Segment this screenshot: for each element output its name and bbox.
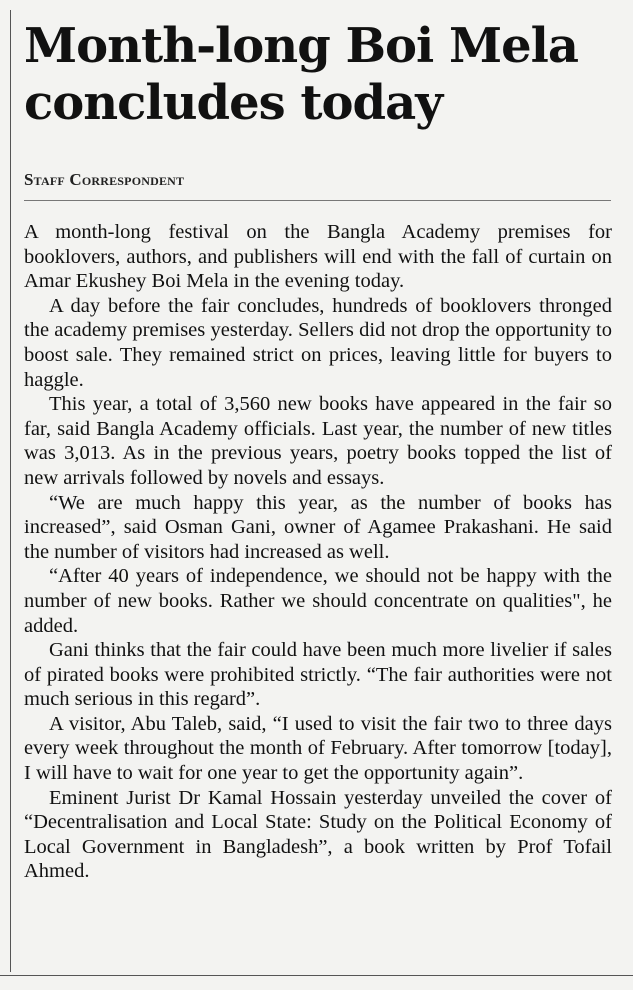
article-paragraph: A day before the fair concludes, hundreds of booklovers thronged the academy premises yesterday. Sellers did not drop the opportunity to boost sale. They remained strict on prices, leaving little for buyers to haggle. <box>24 294 612 391</box>
headline: Month-long Boi Mela concludes today <box>24 18 578 131</box>
byline: Staff Correspondent <box>24 170 185 189</box>
article-paragraph: Eminent Jurist Dr Kamal Hossain yesterday unveiled the cover of “Decentralisation and Local State: Study on the Political Economy of Local Government in Bangladesh”, a book written by Prof Tofail Ahmed. <box>24 786 612 883</box>
byline-divider <box>24 200 611 201</box>
column-rule-bottom <box>0 975 633 976</box>
article-body <box>24 220 612 884</box>
article-paragraph: “We are much happy this year, as the number of books has increased”, said Osman Gani, owner of Agamee Prakashani. He said the number of visitors had increased as well. <box>24 491 612 563</box>
article-paragraph: A visitor, Abu Taleb, said, “I used to visit the fair two to three days every week throughout the month of February. After tomorrow [today], I will have to wait for one year to get the opportunity again”. <box>24 712 612 785</box>
article-paragraph: “After 40 years of independence, we should not be happy with the number of new books. Rather we should concentrate on qualities", he added. <box>24 565 612 637</box>
article-paragraph: Gani thinks that the fair could have been much more livelier if sales of pirated books were prohibited strictly. “The fair authorities were not much serious in this regard”. <box>24 639 612 711</box>
article-paragraph: A month-long festival on the Bangla Academy premises for booklovers, authors, and publishers will end with the fall of curtain on Amar Ekushey Boi Mela in the evening today. <box>24 221 612 293</box>
column-rule-left <box>10 10 11 972</box>
article-paragraph: This year, a total of 3,560 new books have appeared in the fair so far, said Bangla Academy officials. Last year, the number of new titles was 3,013. As in the previous years, poetry books topped the list of new arrivals followed by novels and essays. <box>24 393 612 489</box>
